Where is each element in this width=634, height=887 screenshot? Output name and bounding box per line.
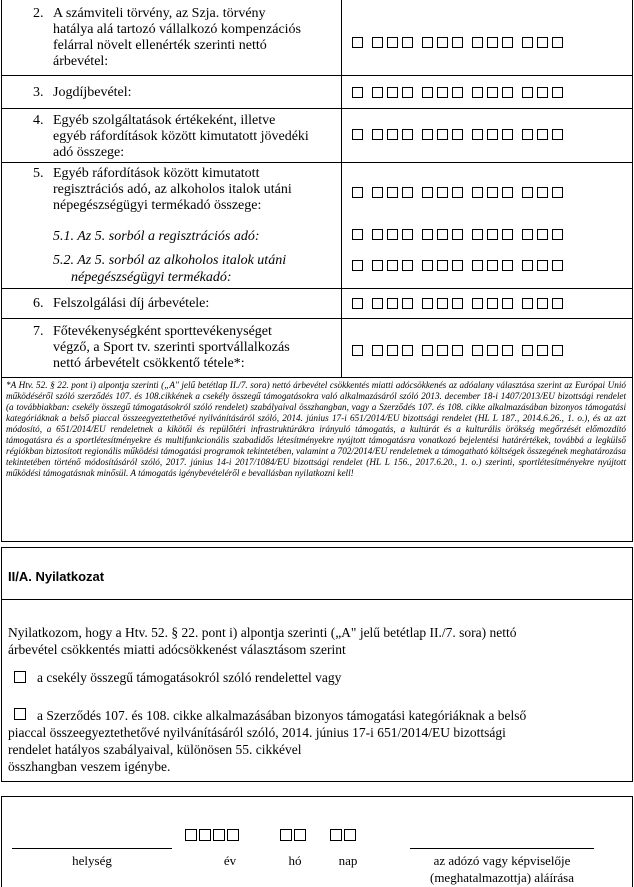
digit-box[interactable] [402,37,413,48]
row-number: 4. [33,113,44,128]
digit-box[interactable] [387,260,398,271]
digit-box[interactable] [437,345,448,356]
digit-box[interactable] [387,129,398,140]
digit-box[interactable] [552,37,563,48]
digit-box[interactable] [372,129,383,140]
digit-box[interactable] [487,187,498,198]
digit-box[interactable] [452,37,463,48]
digit-box[interactable] [502,37,513,48]
option-1-checkbox[interactable] [14,671,26,683]
row-divider [1,377,633,378]
row-label: Főtevékenységként sporttevékenységet végző, a Sport tv. szerinti sportvállalkozás nettó árbevételt csökkentő tétele*: [53,324,290,371]
digit-box[interactable] [522,298,533,309]
digit-box[interactable] [372,345,383,356]
digit-box[interactable] [437,129,448,140]
digit-box[interactable] [552,260,563,271]
row-label-italic: 5.2. Az 5. sorból az alkoholos italok utáni népegészségügyi termékadó: [53,253,287,285]
signature-top-border [1,796,633,797]
amount-input-row-7[interactable] [352,345,563,356]
digit-box[interactable] [387,298,398,309]
row-divider [1,75,633,76]
digit-box[interactable] [487,260,498,271]
digit-box[interactable] [502,298,513,309]
digit-box[interactable] [537,229,548,240]
digit-box[interactable] [387,187,398,198]
digit-box[interactable] [487,345,498,356]
digit-box[interactable] [452,345,463,356]
digit-box[interactable] [502,187,513,198]
digit-box[interactable] [472,187,483,198]
digit-box[interactable] [537,87,548,98]
digit-box[interactable] [372,298,383,309]
row-number: 3. [33,85,44,100]
digit-box[interactable] [372,260,383,271]
digit-box[interactable] [552,298,563,309]
row-number: 2. [33,6,44,21]
digit-box[interactable] [422,187,433,198]
digit-box[interactable] [422,37,433,48]
digit-box[interactable] [487,87,498,98]
month-label: hó [288,853,302,868]
place-line [12,848,172,849]
digit-box[interactable] [472,345,483,356]
digit-box[interactable] [402,298,413,309]
signature-line [410,848,594,849]
row-divider [1,288,633,289]
digit-box[interactable] [352,260,363,271]
digit-box[interactable] [402,229,413,240]
option-2-label: a Szerződés 107. és 108. cikke alkalmazásában bizonyos támogatási kategóriáknak a belső piaccal összeegyeztethetővé nyilvánításáról szóló, 2014. június 17-i 651/2014/EU bizottsági rendelet hatályos szabályaival, különösen 55. cikkével összhangban veszem igénybe. [8,708,527,774]
digit-box[interactable] [352,87,363,98]
day-input[interactable] [330,829,356,841]
digit-box[interactable] [502,345,513,356]
digit-box[interactable] [352,187,363,198]
digit-box[interactable] [522,229,533,240]
row-divider [1,162,633,163]
declaration-bottom-border [1,781,633,782]
digit-box[interactable] [472,298,483,309]
digit-box[interactable] [487,298,498,309]
signature-right-border [632,796,633,887]
digit-box[interactable] [437,229,448,240]
declaration-divider [1,599,633,600]
digit-box[interactable] [372,87,383,98]
digit-box[interactable] [422,129,433,140]
digit-box[interactable] [552,129,563,140]
digit-box[interactable] [452,187,463,198]
digit-box[interactable] [437,37,448,48]
digit-box[interactable] [522,260,533,271]
digit-box[interactable] [437,87,448,98]
digit-box[interactable] [522,129,533,140]
digit-box[interactable] [552,187,563,198]
row-label: A számviteli törvény, az Szja. törvény hatálya alá tartozó vállalkozó kompenzációs felárral növelt ellenérték szerinti nettó árbevétel: [53,6,302,69]
digit-box[interactable] [422,87,433,98]
digit-box[interactable] [422,260,433,271]
digit-box[interactable] [537,260,548,271]
digit-box[interactable] [472,229,483,240]
digit-box[interactable] [352,129,363,140]
digit-box[interactable] [487,129,498,140]
digit-box[interactable] [537,298,548,309]
row-number: 7. [33,324,44,339]
place-label: helység [72,853,112,868]
signature-left-border [1,796,2,887]
digit-box[interactable] [422,229,433,240]
digit-box[interactable] [387,87,398,98]
digit-box[interactable] [537,187,548,198]
digit-box[interactable] [402,87,413,98]
digit-box[interactable] [437,298,448,309]
signer-label: az adózó vagy képviselője (meghatalmazottja) aláírása [429,853,574,885]
digit-box[interactable] [402,345,413,356]
digit-box[interactable] [352,229,363,240]
table-right-border [632,0,633,541]
amount-input-row-4[interactable] [352,129,563,140]
note-left-border [1,377,2,541]
declaration-left-border [1,547,2,781]
digit-box[interactable] [537,345,548,356]
year-label: év [223,853,237,868]
digit-box[interactable] [552,87,563,98]
amount-input-row-2[interactable] [352,37,563,48]
digit-box[interactable] [472,129,483,140]
row-label: Jogdíjbevétel: [53,85,132,100]
row-label: Felszolgálási díj árbevétele: [53,296,210,311]
digit-box[interactable] [452,229,463,240]
digit-box[interactable] [552,345,563,356]
amount-input-row-6[interactable] [352,298,563,309]
digit-box[interactable] [472,37,483,48]
row-label-italic: 5.1. Az 5. sorból a regisztrációs adó: [53,229,260,244]
digit-box[interactable] [372,37,383,48]
digit-box[interactable] [452,298,463,309]
digit-box[interactable] [402,129,413,140]
digit-box[interactable] [522,87,533,98]
digit-box[interactable] [422,345,433,356]
digit-box[interactable] [522,345,533,356]
digit-box[interactable] [502,229,513,240]
digit-box[interactable] [487,37,498,48]
digit-box[interactable] [372,187,383,198]
row-divider [1,318,633,319]
amount-input-row-3[interactable] [352,87,563,98]
digit-box[interactable] [387,345,398,356]
digit-box[interactable] [452,129,463,140]
digit-box[interactable] [422,298,433,309]
amount-input-row-5-2[interactable] [352,260,563,271]
footnote: *A Htv. 52. § 22. pont i) alpontja szerinti („A" jelű betétlap II./7. sora) nettó árbevétel csökkentés miatti adócsökkenés az adóalany választása szerint az Európai Unió működéséről szóló szerződés 107. és 108.cikkének a csekély összegű támogatásokra való alkalmazásáról szóló 2013. december 18-i 1407/2013/EU bizottsági rendelet (a továbbiakban: csekély összegű támogatásokról szóló rendelet) szabályaival összhangban, vagy a Szerződés 107. és 108. cikke alkalmazásában bizonyos támogatási kategóriáknak a belső piaccal összeegyeztethetővé nyilvánításáról szóló, 2014. június 17-i 651/2014/EU bizottsági rendelet (HL L 187., 2014.6.26., 1. o.), és az azt módosító, a 651/2014/EU rendeletnek a kikötői és repülőtéri infrastruktúrákra irányuló támogatás, a kultúrát és a kulturális örökség megőrzését előmozdító támogatásra és a sportlétesítményekre és multifunkcionális szabadidős létesítményekre nyújtott támogatásra vonatkozó bejelentési határértékek, továbbá a legkülső régiókban biztosított regionális működési támogatási programok tekintetében, valamint a 702/2014/EU rendeletnek a támogatható költségek összegének meghatározása tekintetében történő módosításáról szóló, 2017. június 14-i 2017/1084/EU bizottsági rendelet (HL L 156., 2017.6.20., 1. o.) szerinti, sportlétesítményekre nyújtott működési támogatásnak minősül. A támogatás igénybevételéről e bevallásban nyilatkozni kell! [6,380,626,478]
digit-box[interactable] [372,229,383,240]
table-column-divider [341,0,342,377]
digit-box[interactable] [452,260,463,271]
table-bottom-border [1,541,633,542]
digit-box[interactable] [472,260,483,271]
row-number: 6. [33,296,44,311]
table-left-border [1,0,2,377]
digit-box[interactable] [502,129,513,140]
digit-box[interactable] [452,87,463,98]
option-1-label: a csekély összegű támogatásokról szóló rendelettel vagy [37,670,342,685]
digit-box[interactable] [387,37,398,48]
digit-box[interactable] [472,87,483,98]
declaration-title: II/A. Nyilatkozat [8,569,105,584]
digit-box[interactable] [402,187,413,198]
declaration-top-border [1,547,633,548]
month-input[interactable] [280,829,306,841]
digit-box[interactable] [352,345,363,356]
row-label: Egyéb szolgáltatások értékeként, illetve egyéb ráfordítások között kimutatott jövedéki adó összege: [53,113,309,160]
row-label: Egyéb ráfordítások között kimutatott regisztrációs adó, az alkoholos italok utáni népegészségügyi termékadó összege: [53,166,292,213]
day-label: nap [338,853,358,868]
amount-input-row-5[interactable] [352,187,563,198]
year-input[interactable] [185,829,239,841]
digit-box[interactable] [537,129,548,140]
row-number: 5. [33,166,44,181]
digit-box[interactable] [522,37,533,48]
row-divider [1,108,633,109]
digit-box[interactable] [552,229,563,240]
digit-box[interactable] [437,260,448,271]
digit-box[interactable] [522,187,533,198]
digit-box[interactable] [537,37,548,48]
digit-box[interactable] [352,298,363,309]
digit-box[interactable] [502,87,513,98]
digit-box[interactable] [487,229,498,240]
declaration-intro: Nyilatkozom, hogy a Htv. 52. § 22. pont i) alpontja szerinti („A" jelű betétlap II./7. sora) nettó árbevétel csökkentés miatti adócsökkenést választásom szerint [8,625,517,657]
digit-box[interactable] [502,260,513,271]
digit-box[interactable] [352,37,363,48]
digit-box[interactable] [387,229,398,240]
declaration-right-border [632,547,633,781]
digit-box[interactable] [402,260,413,271]
digit-box[interactable] [437,187,448,198]
amount-input-row-5-1[interactable] [352,229,563,240]
